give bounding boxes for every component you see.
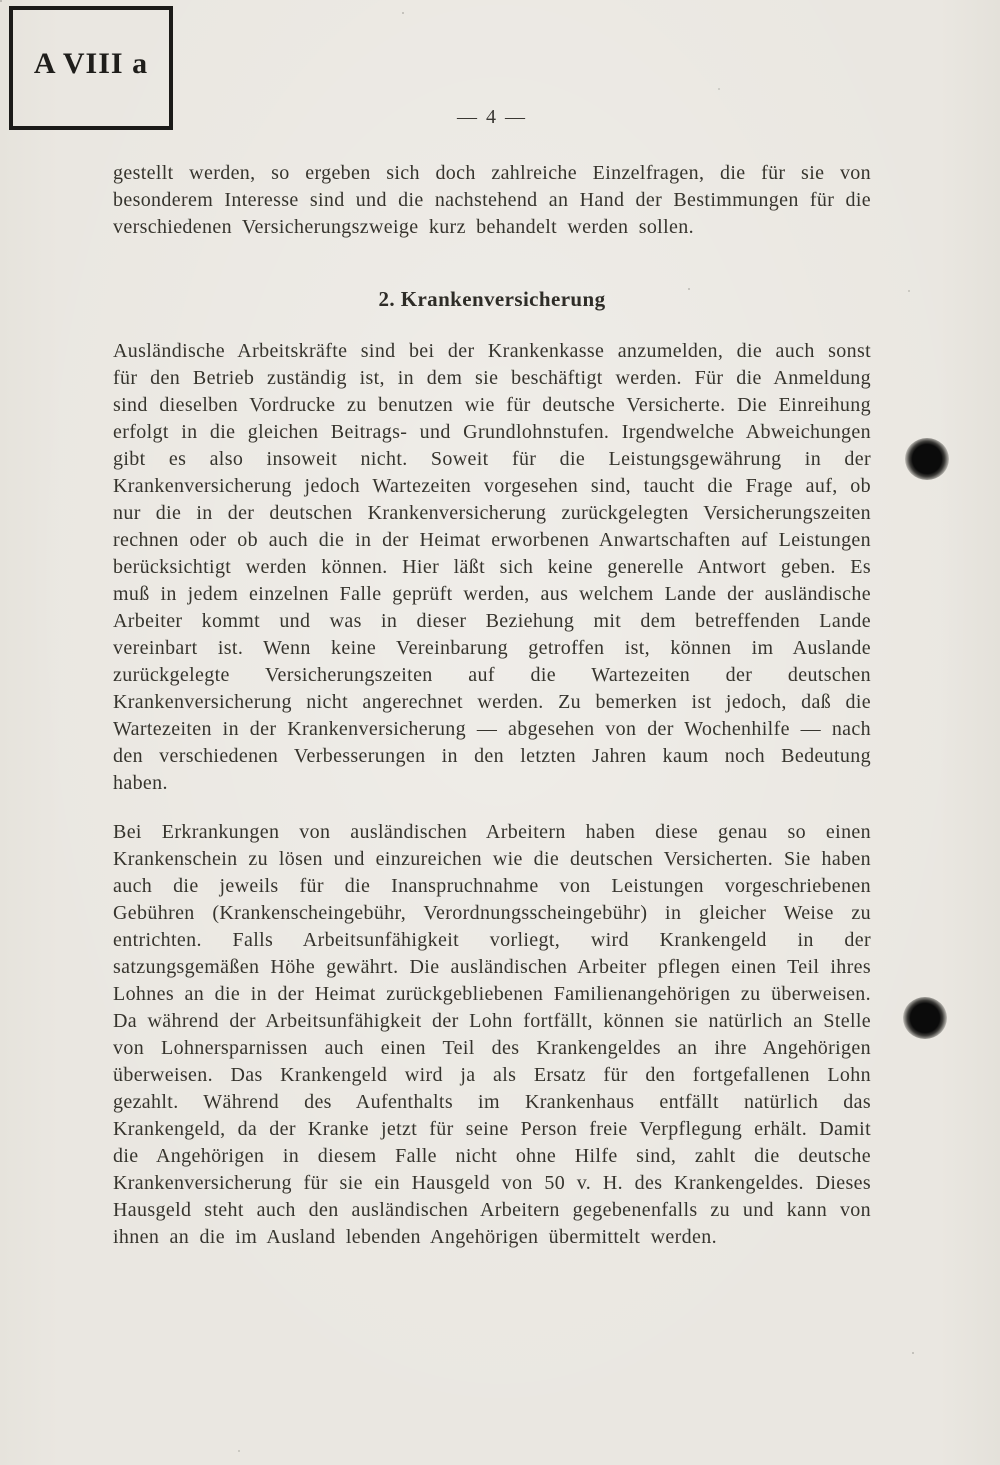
paragraph-krankenversicherung-2: Bei Erkrankungen von ausländischen Arbeitern haben diese genau so einen Krankenschein zu lösen und einzureichen wie die deutschen Versicherten. Sie haben auch die jeweils für die Inanspruchnahme von Leistungen vorgeschriebenen Gebühren (Krankenscheingebühr, Verordnungsscheingebühr) in gleicher Weise zu entrichten. Falls Arbeitsunfähigkeit vorliegt, wird Krankengeld in der satzungsgemäßen Höhe gewährt. Die ausländischen Arbeiter pflegen einen Teil ihres Lohnes an die in der Heimat zurückgebliebenen Familienangehörigen zu überweisen. Da während der Arbeitsunfähigkeit der Lohn fortfällt, können sie natürlich an Stelle von Lohnersparnissen auch einen Teil des Krankengeldes an ihre Angehörigen überweisen. Das Krankengeld wird ja als Ersatz für den fortgefallenen Lohn gezahlt. Während des Aufenthalts im Krankenhaus entfällt natürlich das Krankengeld, da der Kranke jetzt für seine Person freie Verpflegung erhält. Damit die Angehörigen in diesem Falle nicht ohne Hilfe sind, zahlt die deutsche Krankenversicherung für sie ein Hausgeld von 50 v. H. des Krankengeldes. Dieses Hausgeld steht auch den ausländischen Arbeitern gegebenenfalls zu und kann von ihnen an die im Ausland lebenden Angehörigen übermittelt werden.: [113, 821, 871, 1248]
paragraph-krankenversicherung-1: Ausländische Arbeitskräfte sind bei der Krankenkasse anzumelden, die auch sonst für den Betrieb zuständig ist, in dem sie beschäftigt werden. Für die Anmeldung sind dieselben Vordrucke zu benutzen wie für deutsche Versicherte. Die Einreihung erfolgt in die gleichen Beitrags- und Grundlohnstufen. Irgendwelche Abweichungen gibt es also insoweit nicht. Soweit für die Leistungsgewährung in der Krankenversicherung jedoch Wartezeiten vorgesehen sind, taucht die Frage auf, ob nur die in der deutschen Krankenversicherung zurückgelegten Versicherungszeiten rechnen oder ob auch die in der Heimat erworbenen Anwartschaften auf Leistungen berücksichtigt werden können. Hier läßt sich keine generelle Antwort geben. Es muß in jedem einzelnen Falle geprüft werden, aus welchem Lande der ausländische Arbeiter kommt und was in dieser Beziehung mit dem betreffenden Lande vereinbart ist. Wenn keine Vereinbarung getroffen ist, können im Auslande zurückgelegte Versicherungszeiten auf die Wartezeiten der deutschen Krankenversicherung nicht angerechnet werden. Zu bemerken ist jedoch, daß die Wartezeiten in der Krankenversicherung — abgesehen von der Wochenhilfe — nach den verschiedenen Verbesserungen in den letzten Jahren kaum noch Bedeutung haben.: [113, 340, 871, 794]
document-body: [113, 160, 871, 1251]
punch-hole-bottom: [903, 997, 947, 1039]
scan-specks: [0, 0, 2, 2]
paragraph-intro: gestellt werden, so ergeben sich doch zahlreiche Einzelfragen, die für sie von besonderem Interesse sind und die nachstehend an Hand der Bestimmungen für die verschiedenen Versicherungszweige kurz behandelt werden sollen.: [113, 162, 871, 238]
corner-label: A VIII a: [33, 47, 149, 80]
punch-hole-top: [905, 438, 949, 480]
page-number: — 4 —: [457, 106, 527, 128]
section-heading-krankenversicherung: 2. Krankenversicherung: [378, 287, 606, 311]
